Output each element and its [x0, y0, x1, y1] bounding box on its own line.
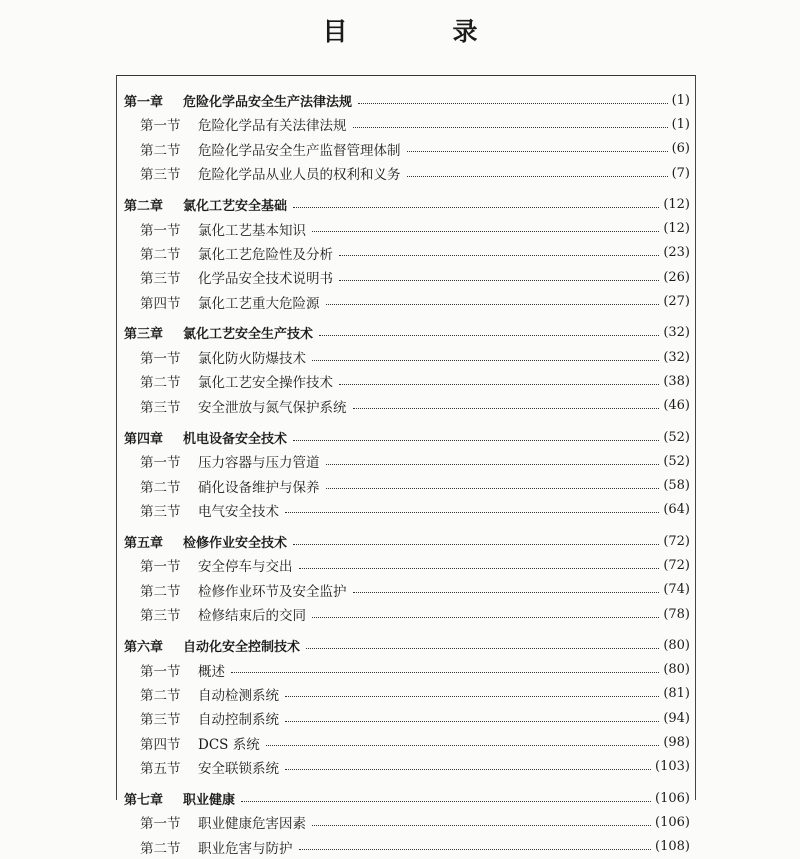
- toc-section-entry[interactable]: [124, 216, 690, 240]
- entry-number: 第二节: [140, 375, 181, 392]
- entry-number: 第二节: [140, 583, 181, 600]
- chapter-gap: [124, 779, 690, 786]
- entry-page-number: (108): [655, 839, 690, 855]
- chapter-gap: [124, 522, 690, 529]
- toc-section-entry[interactable]: [124, 730, 690, 754]
- dot-leader: [312, 360, 659, 361]
- dot-leader: [358, 103, 668, 104]
- entry-page-number: (27): [663, 294, 690, 310]
- entry-title: 机电设备安全技术: [183, 431, 288, 447]
- toc-section-entry[interactable]: [124, 682, 690, 706]
- entry-page-number: (103): [655, 759, 690, 775]
- toc-chapter-entry[interactable]: [124, 192, 690, 216]
- toc-chapter-entry[interactable]: [124, 425, 690, 449]
- entry-number: 第一节: [140, 118, 181, 135]
- entry-number: 第三节: [140, 503, 181, 520]
- entry-page-number: (80): [663, 637, 690, 653]
- page-title: 目 录: [322, 17, 518, 46]
- toc-section-entry[interactable]: [124, 137, 690, 161]
- entry-title: 危险化学品从业人员的权利和义务: [198, 167, 401, 184]
- entry-title: 危险化学品有关法律法规: [198, 118, 347, 135]
- dot-leader: [407, 176, 668, 177]
- entry-number: 第一节: [140, 455, 181, 472]
- entry-title: 检修结束后的交同: [198, 608, 306, 625]
- entry-page-number: (6): [671, 141, 690, 157]
- entry-title: 自动检测系统: [198, 687, 279, 704]
- entry-number: 第二节: [140, 840, 181, 857]
- entry-number: 第四节: [140, 295, 181, 312]
- entry-number: 第二节: [140, 479, 181, 496]
- toc-section-entry[interactable]: [124, 161, 690, 185]
- top-rule: [116, 75, 696, 76]
- dot-leader: [285, 696, 659, 697]
- left-rule: [116, 75, 117, 800]
- toc-section-entry[interactable]: [124, 473, 690, 497]
- toc-section-entry[interactable]: [124, 498, 690, 522]
- entry-title: 职业健康: [183, 792, 236, 808]
- dot-leader: [353, 592, 660, 593]
- dot-leader: [312, 231, 659, 232]
- entry-number: 第三节: [140, 399, 181, 416]
- entry-page-number: (80): [663, 662, 690, 678]
- toc-section-entry[interactable]: [124, 394, 690, 418]
- entry-page-number: (23): [663, 245, 690, 261]
- entry-title: 氯化工艺危险性及分析: [198, 246, 333, 263]
- entry-number: 第五章: [124, 535, 164, 551]
- toc-section-entry[interactable]: [124, 112, 690, 136]
- dot-leader: [319, 335, 659, 336]
- dot-leader: [285, 721, 659, 722]
- entry-title: 检修作业安全技术: [183, 535, 288, 551]
- toc-section-entry[interactable]: [124, 810, 690, 834]
- entry-page-number: (106): [655, 814, 690, 830]
- dot-leader: [326, 464, 660, 465]
- entry-page-number: (32): [663, 325, 690, 341]
- entry-title: 氯化工艺安全基础: [183, 198, 288, 214]
- entry-page-number: (32): [663, 349, 690, 365]
- toc-section-entry[interactable]: [124, 553, 690, 577]
- entry-title: 安全停车与交出: [198, 559, 293, 576]
- entry-page-number: (94): [663, 710, 690, 726]
- toc-chapter-entry[interactable]: [124, 88, 690, 112]
- toc-section-entry[interactable]: [124, 755, 690, 779]
- entry-page-number: (1): [671, 116, 690, 132]
- dot-leader: [293, 440, 659, 441]
- dot-leader: [326, 488, 660, 489]
- entry-page-number: (12): [663, 196, 690, 212]
- dot-leader: [285, 512, 659, 513]
- toc-section-entry[interactable]: [124, 369, 690, 393]
- entry-title: 自动化安全控制技术: [183, 639, 301, 655]
- toc-section-entry[interactable]: [124, 658, 690, 682]
- entry-page-number: (106): [655, 790, 690, 806]
- toc-section-entry[interactable]: [124, 449, 690, 473]
- entry-number: 第三节: [140, 608, 181, 625]
- entry-title: 氯化工艺重大危险源: [198, 295, 320, 312]
- entry-title: 压力容器与压力管道: [198, 455, 320, 472]
- chapter-gap: [124, 626, 690, 633]
- dot-leader: [293, 544, 659, 545]
- entry-number: 第二节: [140, 246, 181, 263]
- dot-leader: [326, 304, 660, 305]
- entry-number: 第一章: [124, 94, 164, 110]
- entry-title: 安全泄放与氮气保护系统: [198, 399, 347, 416]
- entry-number: 第三章: [124, 327, 164, 343]
- entry-title: 危险化学品安全生产监督管理体制: [198, 142, 401, 159]
- dot-leader: [353, 408, 660, 409]
- entry-number: 第四章: [124, 431, 164, 447]
- entry-title: 概述: [198, 663, 225, 680]
- entry-number: 第一节: [140, 559, 181, 576]
- toc-section-entry[interactable]: [124, 265, 690, 289]
- entry-page-number: (58): [663, 478, 690, 494]
- entry-page-number: (72): [663, 557, 690, 573]
- entry-number: 第一节: [140, 351, 181, 368]
- entry-number: 第二节: [140, 142, 181, 159]
- dot-leader: [266, 745, 660, 746]
- entry-page-number: (46): [663, 398, 690, 414]
- entry-page-number: (74): [663, 582, 690, 598]
- dot-leader: [339, 255, 659, 256]
- entry-number: 第六章: [124, 639, 164, 655]
- dot-leader: [407, 151, 668, 152]
- entry-title: 电气安全技术: [198, 503, 279, 520]
- toc-chapter-entry[interactable]: [124, 633, 690, 657]
- toc-section-entry[interactable]: [124, 835, 690, 859]
- chapter-gap: [124, 185, 690, 192]
- entry-page-number: (81): [663, 686, 690, 702]
- dot-leader: [241, 801, 651, 802]
- entry-number: 第一节: [140, 816, 181, 833]
- toc-section-entry[interactable]: [124, 289, 690, 313]
- entry-page-number: (72): [663, 533, 690, 549]
- entry-page-number: (26): [663, 269, 690, 285]
- right-rule: [695, 75, 696, 800]
- entry-number: 第五节: [140, 760, 181, 777]
- dot-leader: [285, 769, 651, 770]
- dot-leader: [231, 672, 659, 673]
- entry-number: 第一节: [140, 663, 181, 680]
- entry-title: 氯化工艺基本知识: [198, 222, 306, 239]
- entry-title: 氯化工艺安全生产技术: [183, 327, 314, 343]
- entry-page-number: (78): [663, 606, 690, 622]
- entry-number: 第二章: [124, 198, 164, 214]
- dot-leader: [312, 825, 651, 826]
- toc-chapter-entry[interactable]: [124, 321, 690, 345]
- dot-leader: [312, 617, 659, 618]
- dot-leader: [353, 127, 668, 128]
- entry-page-number: (7): [671, 165, 690, 181]
- entry-page-number: (38): [663, 373, 690, 389]
- entry-title: 硝化设备维护与保养: [198, 479, 320, 496]
- entry-page-number: (12): [663, 221, 690, 237]
- dot-leader: [306, 648, 659, 649]
- toc-section-entry[interactable]: [124, 241, 690, 265]
- entry-page-number: (52): [663, 453, 690, 469]
- entry-title: 自动控制系统: [198, 712, 279, 729]
- dot-leader: [299, 568, 660, 569]
- entry-page-number: (52): [663, 429, 690, 445]
- dot-leader: [293, 207, 659, 208]
- entry-number: 第一节: [140, 222, 181, 239]
- dot-leader: [339, 384, 659, 385]
- entry-title: 危险化学品安全生产法律法规: [183, 94, 353, 110]
- entry-number: 第二节: [140, 687, 181, 704]
- toc-section-entry[interactable]: [124, 345, 690, 369]
- toc-section-entry[interactable]: [124, 706, 690, 730]
- entry-title: 检修作业环节及安全监护: [198, 583, 347, 600]
- entry-title: 化学品安全技术说明书: [198, 271, 333, 288]
- dot-leader: [339, 280, 659, 281]
- toc-section-entry[interactable]: [124, 578, 690, 602]
- entry-title: 安全联锁系统: [198, 760, 279, 777]
- entry-page-number: (64): [663, 502, 690, 518]
- entry-title: DCS 系统: [198, 736, 260, 753]
- entry-title: 氯化工艺安全操作技术: [198, 375, 333, 392]
- entry-page-number: (1): [671, 92, 690, 108]
- chapter-gap: [124, 418, 690, 425]
- entry-number: 第四节: [140, 736, 181, 753]
- toc-section-entry[interactable]: [124, 602, 690, 626]
- dot-leader: [299, 849, 652, 850]
- entry-number: 第三节: [140, 271, 181, 288]
- entry-number: 第七章: [124, 792, 164, 808]
- chapter-gap: [124, 314, 690, 321]
- entry-title: 氯化防火防爆技术: [198, 351, 306, 368]
- entry-title: 职业健康危害因素: [198, 816, 306, 833]
- toc-chapter-entry[interactable]: [124, 786, 690, 810]
- entry-number: 第三节: [140, 712, 181, 729]
- entry-title: 职业危害与防护: [198, 840, 293, 857]
- table-of-contents: [124, 88, 690, 859]
- entry-page-number: (98): [663, 735, 690, 751]
- toc-chapter-entry[interactable]: [124, 529, 690, 553]
- entry-number: 第三节: [140, 167, 181, 184]
